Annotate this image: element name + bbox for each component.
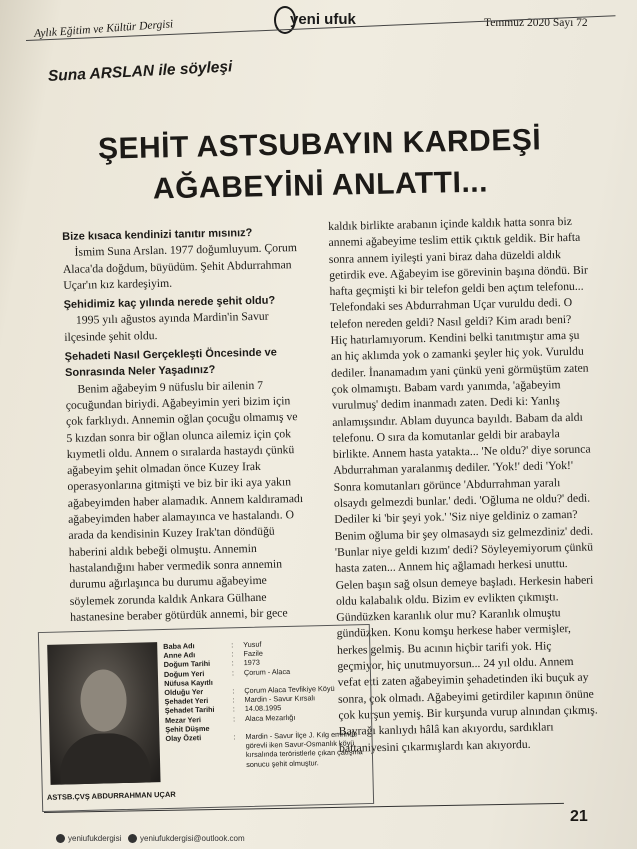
email-icon (128, 834, 137, 843)
email-link[interactable]: yeniufukdergisi@outlook.com (140, 834, 245, 843)
portrait-photo (47, 642, 160, 785)
magazine-subtitle: Aylık Eğitim ve Kültür Dergisi (33, 18, 174, 40)
issue-info: Temmuz 2020 Sayı 72 (484, 17, 588, 29)
photo-caption: ASTSB.ÇVŞ ABDURRAHMAN UÇAR (46, 789, 176, 802)
info-row: Baba Adı : Yusuf (163, 639, 262, 652)
question: Şehidimiz kaç yılında nerede şehit oldu? (63, 294, 276, 312)
social-handle[interactable]: yeniufukdergisi (68, 834, 122, 843)
martyr-info-box (38, 624, 374, 812)
info-row: Doğum Tarihi : 1973 (163, 658, 261, 670)
question: Şehadeti Nasıl Gerçekleşti Öncesinde ve Sonrasında Neler Yaşadınız? (64, 346, 277, 380)
answer: İsmim Suna Arslan. 1977 doğumluyum. Çorum Alaca'da doğdum, büyüdüm. Şehit Abdurrahman Uçar'ın kız kardeşiyim. (62, 241, 298, 292)
answer: 1995 yılı ağustos ayında Mardin'in Savur ilçesinde şehit oldu. (64, 310, 269, 344)
answer: Benim ağabeyim 9 nüfuslu bir ailenin 7 çocuğundan biriydi. Ağabeyimin yeri bizim için çok farklıydı. Annemin oğlan çocuğu olmamış ve 5 kızdan sonra bir oğlan olunca ailemiz için çok kıymetli oldu. Annem o sıralarda hastaydı çünkü ağabeyim şehit olmadan önce Kuzey Irak operasyonlarına gitmişti ve biz bir iki aya yakın ağabeyimden haber alamadık. Annem kaldıramadı ağabeyimden haber alamayınca ve hastalandı. O arada da kendisinin Kuzey Irak'tan döndüğü haberini aldık bebeği olmuştu. Annemin hastalandığını haber vermedik sonra annemin durumu ağırlaşınca bu durumu ağabeyime söylemek zorunda kaldık Ankara Gülhane hastanesine beraber götürdük annemi, bir gece (65, 378, 304, 624)
info-row: Doğum Yeri : Çorum - Alaca (163, 666, 291, 679)
info-row: Şehadet Tarihi : 14.08.1995 (164, 703, 282, 716)
footer-links (56, 834, 245, 843)
info-row: Olduğu Yer : Çorum Alaca Tevfikiye Köyü (164, 683, 335, 698)
info-row: Nüfusa Kayıtlı (164, 677, 213, 688)
info-row: Mezar Yeri : Alaca Mezarlığı (164, 712, 296, 725)
social-icon (56, 834, 65, 843)
question: Bize kısaca kendinizi tanıtır mısınız? (62, 227, 253, 243)
info-row: Şehit Düşme (165, 723, 210, 734)
info-row: Anne Adı : Fazile (163, 648, 264, 661)
section-label: Suna ARSLAN ile söyleşi (47, 58, 233, 85)
page-number: 21 (570, 808, 588, 825)
answer-continued: kaldık birlikte arabanın içinde kaldık hatta sonra biz annemi ağabeyime teslim ettik çıktık geldik. Bir hafta sonra annem iyileşti yani biraz daha düzeldi aldık getirdik eve. Ağabeyim ise görevinin başına döndü. Bir hafta geçmişti ki bir telefon geldi ben açtım telefonu... Telefondaki ses Abdurrahman Uçar vuruldu dedi. O telefon nereden geldi? Nasıl geldi? Kim aradı beni? Hiç hatırlamıyorum. Kendini belki tanıtmıştır ama şu an hiç aklımda yok o zamanki şeyler hiç yok. Vuruldu dediler. İnanamadım yani çünkü yeni görmüştüm zaten çok olmamıştı. Babam vardı yanımda, 'ağabeyim vurulmuş' dedim inanmadı zaten. Dedi ki: Yanlış anlamışsındır. Ablam duyunca bayıldı. Babam da aldı telefonu. O sıra da komutanlar geldi bir arabayla birlikte. Annem hasta yatakta... 'Ne oldu?' diye sorunca Abdurrahman yaralanmış dediler. 'Yok!' dedi 'Yok!' Sonra komutanları görünce 'Abdurrahman yaralı olsaydı gelmezdi bunlar.' dedi. 'Oğluma ne oldu?' dedi. Dediler ki 'bir şeyi yok.' 'Siz niye geldiniz o zaman? Benim oğluma bir şey olmasaydı siz gelmezdiniz' dedi. 'Bunlar niye geldi kızım' dedi? Söyleyemiyorum çünkü hasta zaten... Annem hiç ağlamadı herkesi unuttu. Gelen başın sağ olsun demeye başladı. Herkesin haberi oldu kalabalık oldu. Bizim ev evlikten çıkmıştı. Gündüzken karanlık olur mu? Karanlık olmuştu gündüzken. Konu komşu herkese haber vermişler, herkes gelmiş. Bu acının hiçbir tarifi yok. Hiç geçmiyor, hiç unutmuyorsun... 24 yıl oldu. Annem vefat etti zaten ağabeyimin şehadetinden iki buçuk ay sonra, çok olmadı. Ağabeyimi getirdiler kapının önüne çok kurşun yemiş. Bir kurşunda vurup alnından çıkmış. Bayrağı kanlıydı hâlâ kan akıyordu, sardıkları battaniyesini çıkarmışlardı kan akıyordu. (328, 214, 598, 755)
magazine-logo: yeni ufuk (274, 6, 356, 34)
article-title: ŞEHİT ASTSUBAYIN KARDEŞİ AĞABEYİNİ ANLATTI... (97, 123, 542, 206)
info-row: Şehadet Yeri : Mardin - Savur Kırsalı (164, 693, 316, 707)
portrait-face (80, 669, 128, 732)
info-table (163, 637, 364, 771)
portrait-shoulders (59, 732, 150, 784)
info-row: Olay Özeti : Mardin - Savur İlçe J. Kılg emrinde görevli iken Savur-Osmanlık köyü kırsalında teröristlerle çıkan çatışma sonucu şehit olmuştur. (165, 729, 363, 769)
left-column (62, 221, 310, 626)
